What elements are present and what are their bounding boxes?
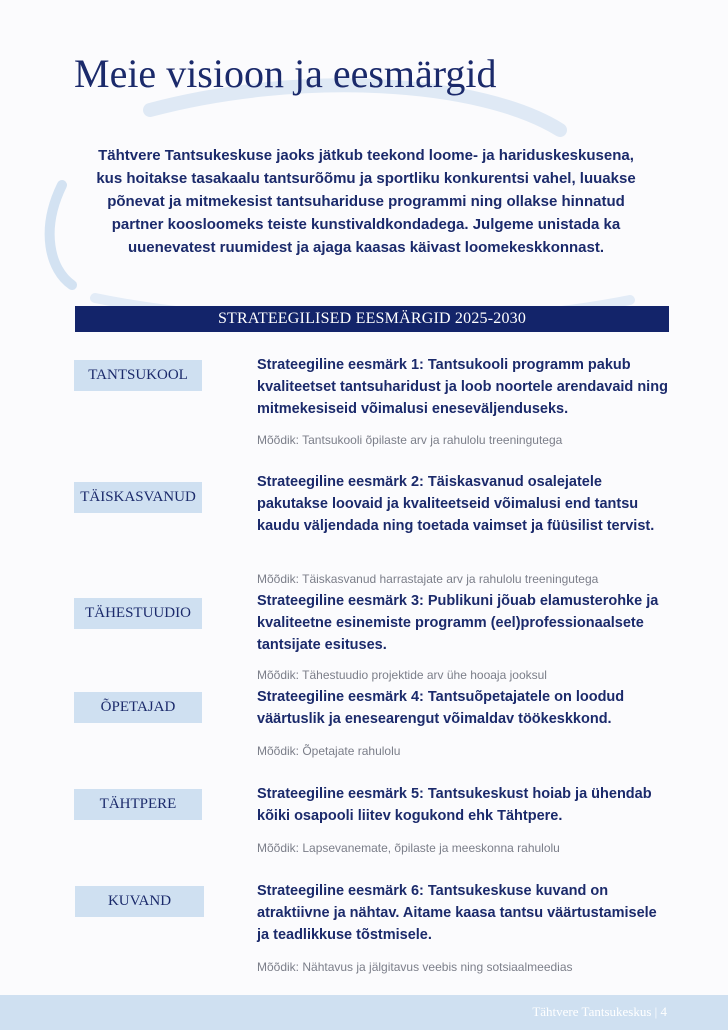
goal-measure: Mõõdik: Tähestuudio projektide arv ühe hooaja jooksul [257, 668, 547, 682]
vision-paragraph: Tähtvere Tantsukeskuse jaoks jätkub teekond loome- ja hariduskeskusena, kus hoitakse tasakaalu tantsurõõmu ja sportliku konkurentsi vahel, luuakse põnevat ja mitmekesist tantsuhariduse programmi ning ollakse hinnatud partner koosloomeks teiste kunstivaldkondadega. Julgeme unistada ka uuenevatest ruumidest ja ajaga kaasas käivast loomekeskkonnast. [96, 147, 636, 256]
goal-measure: Mõõdik: Täiskasvanud harrastajate arv ja rahulolu treeningutega [257, 572, 599, 586]
goal-text: Strateegiline eesmärk 3: Publikuni jõuab elamusterohke ja kvaliteetne esinemiste programm (eel)professionaalsete tantsijate esituses. [257, 593, 659, 653]
strategic-goals-banner: STRATEEGILISED EESMÄRGID 2025-2030 [75, 306, 669, 332]
goal-measure: Mõõdik: Tantsukooli õpilaste arv ja rahulolu treeningutega [257, 433, 563, 447]
goal-tag: TÄISKASVANUD [74, 482, 202, 513]
goal-measure: Mõõdik: Lapsevanemate, õpilaste ja meeskonna rahulolu [257, 841, 560, 855]
goal-tag: TÄHTPERE [74, 789, 202, 820]
goal-tag: TÄHESTUUDIO [74, 598, 202, 629]
goal-text: Strateegiline eesmärk 2: Täiskasvanud osalejatele pakutakse loovaid ja kvaliteetseid võimalusi end tantsu kaudu väljendada ning toetada vaimset ja füüsilist tervist. [257, 474, 655, 534]
goal-tag: KUVAND [75, 886, 204, 917]
goal-tag: TANTSUKOOL [74, 360, 202, 391]
goal-text: Strateegiline eesmärk 4: Tantsuõpetajatele on loodud väärtuslik ja enesearengut võimaldav töökeskkond. [257, 689, 625, 727]
goal-text: Strateegiline eesmärk 5: Tantsukeskust hoiab ja ühendab kõiki osapooli liitev kogukond ehk Tähtpere. [257, 786, 652, 824]
page-footer [0, 995, 728, 1030]
goal-text: Strateegiline eesmärk 6: Tantsukeskuse kuvand on atraktiivne ja nähtav. Aitame kaasa tantsu väärtustamisele ja teadlikkuse tõstmisele. [257, 883, 657, 943]
goal-text: Strateegiline eesmärk 1: Tantsukooli programm pakub kvaliteetset tantsuharidust ja loob noortele arendavaid ning mitmekesiseid võimalusi eneseväljenduseks. [257, 357, 668, 417]
goal-tag: ÕPETAJAD [74, 692, 202, 723]
page-title: Meie visioon ja eesmärgid [74, 51, 497, 96]
goal-measure: Mõõdik: Nähtavus ja jälgitavus veebis ning sotsiaalmeedias [257, 960, 573, 974]
footer-page-label: Tähtvere Tantsukeskus | 4 [532, 1004, 667, 1019]
goal-measure: Mõõdik: Õpetajate rahulolu [257, 744, 401, 758]
